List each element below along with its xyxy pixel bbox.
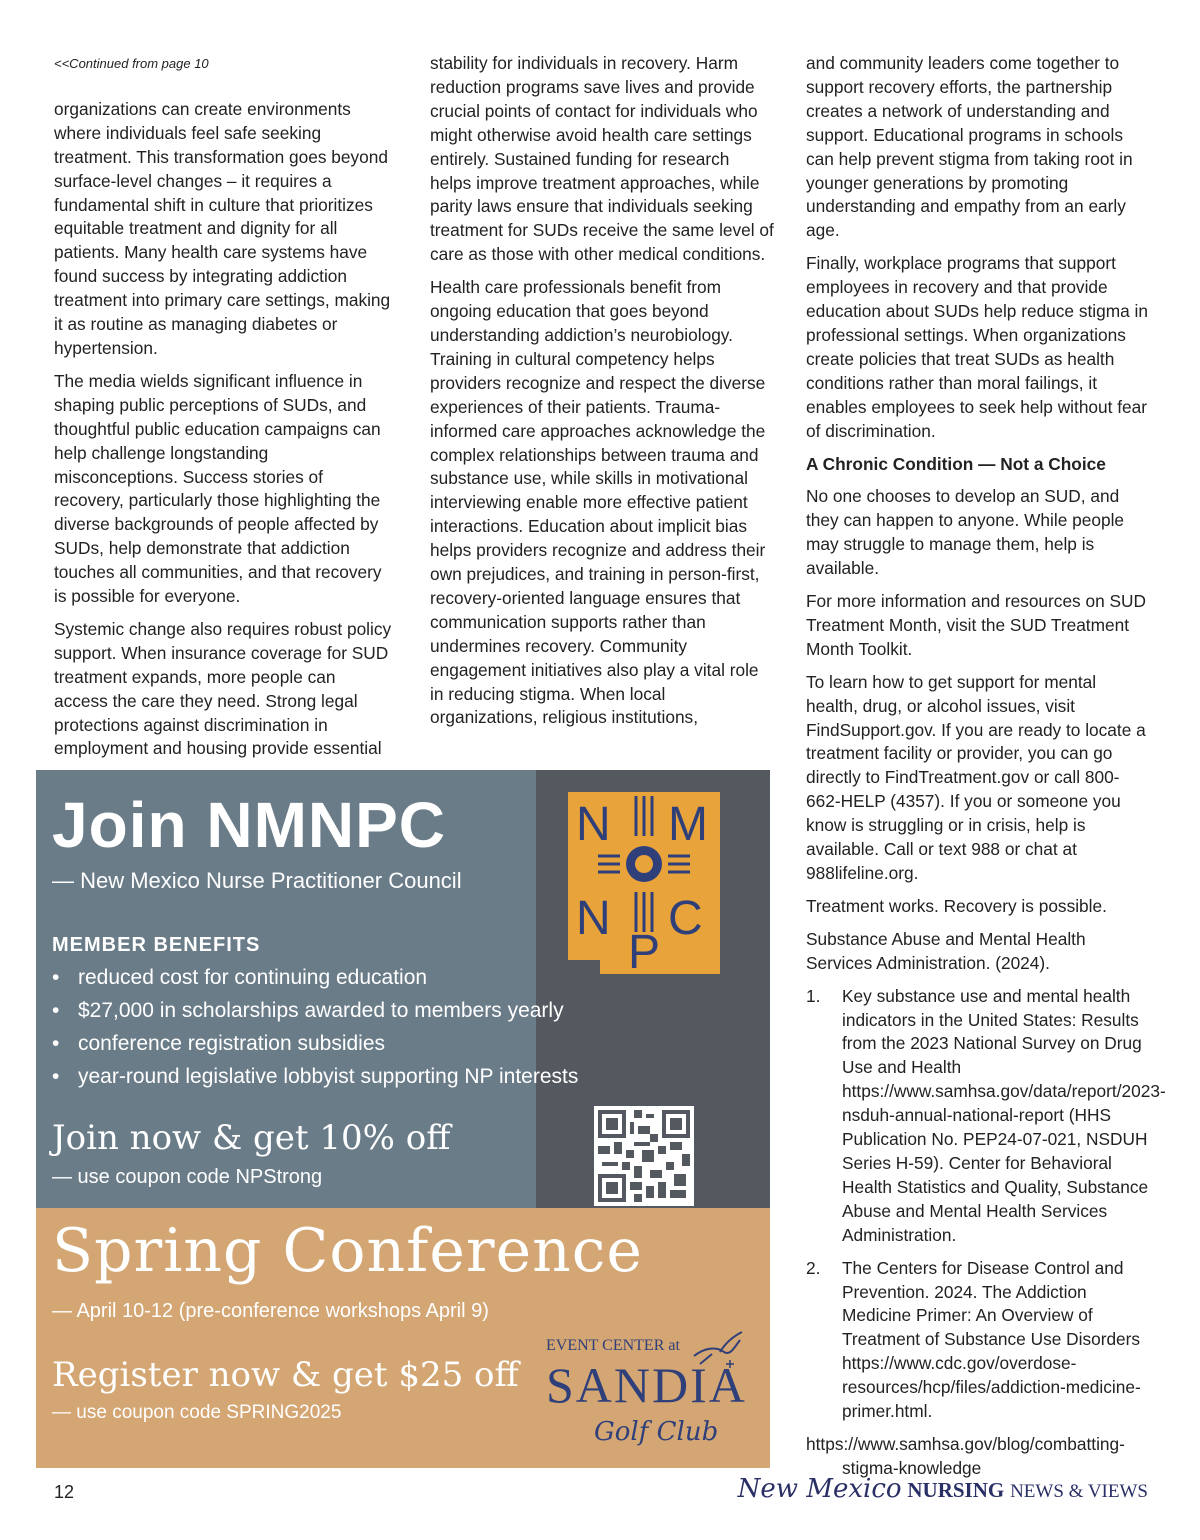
benefit-item: • conference registration subsidies xyxy=(52,1032,578,1065)
paragraph: and community leaders come together to support recovery efforts, the partnership creates a network of understanding and support. Educational programs in schools can help prevent stigma from taking root in younger generations by promoting understanding and empathy from an early age. xyxy=(806,53,1133,241)
nmnpc-logo xyxy=(564,788,724,980)
logo-letter: M xyxy=(668,798,708,851)
benefit-item: • $27,000 in scholarships awarded to members yearly xyxy=(52,999,578,1032)
reference-link[interactable]: https://www.samhsa.gov/blog/combatting-stigma-knowledge xyxy=(806,1433,1125,1478)
paragraph: Health care professionals benefit from ongoing education that goes beyond understanding addiction’s neurobiology. Training in cultural competency helps providers recognize and respect the diverse experiences of their patients. Trauma-informed care approaches acknowledge the complex relationships between trauma and substance use, while skills in motivational interviewing enable more effective patient interactions. Education about implicit bias helps providers recognize and address their own prejudices, and training in person-first, recovery-oriented language ensures that communication supports rather than undermines recovery. Community engagement initiatives also play a vital role in reducing stigma. When local organizations, religious institutions, xyxy=(430,277,766,728)
logo-letter: C xyxy=(668,892,703,945)
masthead-regular: NEWS & VIEWS xyxy=(1010,1481,1148,1502)
paragraph: organizations can create environments where individuals feel safe seeking treatment. This transformation goes beyond surface-level changes – it requires a fundamental shift in culture that prioritizes equitable treatment and dignity for all patients. Many health care systems have found success by integrating addiction treatment into primary care settings, making it as routine as managing diabetes or hypertension. xyxy=(54,98,391,358)
masthead-bold: NURSING xyxy=(907,1478,1005,1502)
article-column-3 xyxy=(806,52,1166,1490)
paragraph: For more information and resources on SUD Treatment Month, visit the SUD Treatment Month Toolkit. xyxy=(806,591,1147,659)
paragraph: Systemic change also requires robust policy support. When insurance coverage for SUD treatment expands, more people can access the care they need. Strong legal protections against discrimination in employment and housing provide essential xyxy=(54,618,392,759)
register-offer: Register now & get $25 off xyxy=(52,1355,519,1395)
page-number: 12 xyxy=(54,1482,75,1502)
paragraph: To learn how to get support for mental health, drug, or alcohol issues, visit FindSupport.gov. If you are ready to locate a treatment facility or provider, you can go directly to FindTreatment.gov or call 800-662-HELP (4357). If you or someone you know is struggling or in crisis, help is available. Call or text 988 or chat at 988lifeline.org. xyxy=(806,671,1146,883)
logo-letter: P xyxy=(628,926,661,979)
coupon-code-join: — use coupon code NPStrong xyxy=(52,1166,323,1188)
continued-note: <<Continued from page 10 xyxy=(54,56,209,71)
join-offer: Join now & get 10% off xyxy=(52,1118,451,1158)
reference-text: The Centers for Disease Control and Prevention. 2024. The Addiction Medicine Primer: An Overview of Treatment of Substance Use Disorders https://www.cdc.gov/overdose-resources/hcp/files/addiction-medicine-primer.html. xyxy=(842,1257,1141,1422)
conference-title: Spring Conference xyxy=(52,1216,643,1286)
venue-subtitle: Golf Club xyxy=(594,1417,719,1447)
qr-code[interactable] xyxy=(594,1106,694,1206)
paragraph: The media wields significant influence in shaping public perceptions of SUDs, and thoughtful public education campaigns can help challenge longstanding misconceptions. Success stories of recovery, particularly those highlighting the diverse backgrounds of people affected by SUDs, help demonstrate that addiction touches all communities, and that recovery is possible for everyone. xyxy=(54,370,382,607)
ad-title: Join NMNPC xyxy=(52,789,446,861)
publication-masthead xyxy=(738,1474,1148,1504)
venue-name: SANDIA xyxy=(546,1357,747,1413)
nmnpc-advertisement[interactable] xyxy=(36,770,770,1468)
reference-item xyxy=(806,985,1166,1248)
reference-number: 2. xyxy=(806,1257,821,1278)
venue-top-text: EVENT CENTER at xyxy=(546,1337,680,1354)
benefit-item: • reduced cost for continuing education xyxy=(52,966,578,999)
article-column-2 xyxy=(430,52,775,739)
reference-text: Key substance use and mental health indicators in the United States: Results from the 2023 National Survey on Drug Use and Health https://www.samhsa.gov/data/report/2023-nsduh-annual-national-report (HHS Publication No. PEP24-07-021, NSDUH Series H-59). Center for Behavioral Health Statistics and Quality, Substance Abuse and Mental Health Services Administration. xyxy=(842,985,1166,1245)
sandia-golf-club-logo xyxy=(544,1328,754,1450)
section-heading: A Chronic Condition — Not a Choice xyxy=(806,453,1106,474)
paragraph: stability for individuals in recovery. Harm reduction programs save lives and provide crucial points of contact for individuals who might otherwise avoid health care settings entirely. Sustained funding for research helps improve treatment approaches, while parity laws ensure that individuals seeking treatment for SUDs receive the same level of care as those with other medical conditions. xyxy=(430,53,774,265)
logo-letter: N xyxy=(576,798,611,851)
benefits-list xyxy=(52,966,578,1098)
conference-dates: — April 10-12 (pre-conference workshops April 9) xyxy=(52,1300,489,1322)
paragraph: Finally, workplace programs that support employees in recovery and that provide education about SUDs help reduce stigma in professional settings. When organizations create policies that treat SUDs as health conditions rather than moral failings, it enables employees to seek help without fear of discrimination. xyxy=(806,253,1148,441)
paragraph: Treatment works. Recovery is possible. xyxy=(806,895,1107,916)
ad-subtitle: — New Mexico Nurse Practitioner Council xyxy=(52,868,462,893)
logo-letter: N xyxy=(576,892,611,945)
benefits-heading: MEMBER BENEFITS xyxy=(52,934,261,956)
paragraph: No one chooses to develop an SUD, and they can happen to anyone. While people may struggle to manage them, help is available. xyxy=(806,486,1125,579)
reference-number: 1. xyxy=(806,985,821,1006)
article-column-1 xyxy=(54,52,394,770)
benefit-item: • year-round legislative lobbyist supporting NP interests xyxy=(52,1065,578,1098)
coupon-code-register: — use coupon code SPRING2025 xyxy=(52,1402,342,1423)
reference-item xyxy=(806,1257,1151,1424)
paragraph: Substance Abuse and Mental Health Services Administration. (2024). xyxy=(806,928,1086,973)
masthead-script: New Mexico xyxy=(737,1474,902,1504)
